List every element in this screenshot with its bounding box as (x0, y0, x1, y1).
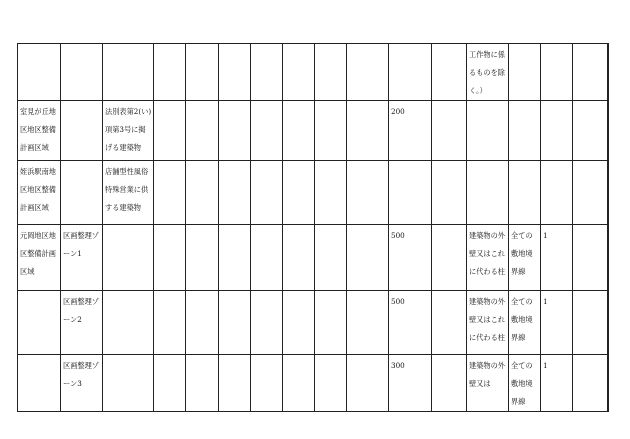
table-cell (347, 101, 389, 161)
table-cell: 500 (389, 225, 432, 291)
table-cell (154, 291, 186, 355)
table-cell (608, 44, 609, 101)
table-cell (347, 161, 389, 225)
table-cell (432, 291, 467, 355)
table-cell (154, 225, 186, 291)
table-cell: 全ての敷地境界線 (509, 355, 541, 412)
table-cell: 店舗型性風俗特殊営業に供する建築物 (103, 161, 154, 225)
table-cell (573, 44, 608, 101)
table-cell: 全ての敷地境界線 (509, 225, 541, 291)
table-cell (573, 225, 608, 291)
table-cell (283, 355, 315, 412)
table-cell: 区画整理ゾーン1 (61, 225, 103, 291)
table-cell (608, 355, 609, 412)
table-cell (186, 355, 219, 412)
table-cell: 建築物の外壁又は (467, 355, 509, 412)
table-cell (315, 101, 347, 161)
table-cell: 1 (541, 291, 573, 355)
table-cell (608, 101, 609, 161)
table-cell (432, 161, 467, 225)
table-row (18, 44, 609, 101)
table-cell (61, 44, 103, 101)
table-row (18, 101, 609, 161)
table-cell (154, 355, 186, 412)
table-cell (251, 225, 283, 291)
table-cell (541, 161, 573, 225)
table-cell (389, 44, 432, 101)
table-row (18, 161, 609, 225)
table-cell (541, 44, 573, 101)
table-cell (509, 44, 541, 101)
table-cell (283, 44, 315, 101)
table-row (18, 291, 609, 355)
table-cell (251, 44, 283, 101)
table-cell (573, 291, 608, 355)
table-cell (608, 161, 609, 225)
table-cell (467, 161, 509, 225)
table-cell: 室見が丘地区地区整備計画区域 (18, 101, 61, 161)
table-cell (103, 225, 154, 291)
table-cell (509, 101, 541, 161)
table-cell (186, 291, 219, 355)
table-cell (103, 355, 154, 412)
table-cell (219, 291, 251, 355)
table-cell: 1 (541, 225, 573, 291)
table-cell (315, 44, 347, 101)
table-cell: 1 (541, 355, 573, 412)
table-cell: 建築物の外壁又はこれに代わる柱 (467, 291, 509, 355)
table-cell: 300 (389, 355, 432, 412)
table-cell (432, 44, 467, 101)
table-cell (219, 44, 251, 101)
table-cell (219, 355, 251, 412)
table-cell (573, 161, 608, 225)
table-cell (467, 101, 509, 161)
table-cell (186, 44, 219, 101)
table-cell (103, 44, 154, 101)
table-cell (103, 291, 154, 355)
table-cell (432, 101, 467, 161)
table-cell (608, 225, 609, 291)
table-cell (347, 291, 389, 355)
table-row (18, 225, 609, 291)
table-cell (154, 44, 186, 101)
table-cell (18, 44, 61, 101)
table-cell (315, 225, 347, 291)
table-cell (283, 101, 315, 161)
table-cell (608, 291, 609, 355)
table-cell (315, 161, 347, 225)
table-cell (18, 291, 61, 355)
table-cell (432, 355, 467, 412)
table-cell (186, 225, 219, 291)
table-cell (251, 101, 283, 161)
table-cell (186, 161, 219, 225)
table-cell: 区画整理ゾーン2 (61, 291, 103, 355)
table-cell (61, 101, 103, 161)
table-cell: 建築物の外壁又はこれに代わる柱 (467, 225, 509, 291)
table-cell: 区画整理ゾーン3 (61, 355, 103, 412)
table-cell: 200 (389, 101, 432, 161)
table-cell: 姪浜駅南地区地区整備計画区域 (18, 161, 61, 225)
table-cell (347, 355, 389, 412)
table-cell (219, 161, 251, 225)
table-row (18, 355, 609, 412)
table-cell: 元岡地区地区整備計画区域 (18, 225, 61, 291)
table-cell: 500 (389, 291, 432, 355)
table-cell (347, 44, 389, 101)
table-cell (251, 161, 283, 225)
table-cell (389, 161, 432, 225)
table-cell (573, 101, 608, 161)
table-cell (283, 161, 315, 225)
table-cell (573, 355, 608, 412)
table-cell (541, 101, 573, 161)
table-cell (154, 101, 186, 161)
table-cell (18, 355, 61, 412)
table-cell (154, 161, 186, 225)
table-cell (432, 225, 467, 291)
table-cell (61, 161, 103, 225)
district-plan-table (17, 43, 609, 412)
table-cell: 工作物に係るものを除く。） (467, 44, 509, 101)
table-cell: 全ての敷地境界線 (509, 291, 541, 355)
table-cell (251, 355, 283, 412)
table-cell (186, 101, 219, 161)
table-cell (315, 291, 347, 355)
table-cell (219, 101, 251, 161)
table-cell: 法別表第2(い)項第3号に掲げる建築物 (103, 101, 154, 161)
table-cell (283, 225, 315, 291)
table-cell (251, 291, 283, 355)
table-cell (315, 355, 347, 412)
table-cell (283, 291, 315, 355)
table-cell (219, 225, 251, 291)
table-cell (509, 161, 541, 225)
table-cell (347, 225, 389, 291)
